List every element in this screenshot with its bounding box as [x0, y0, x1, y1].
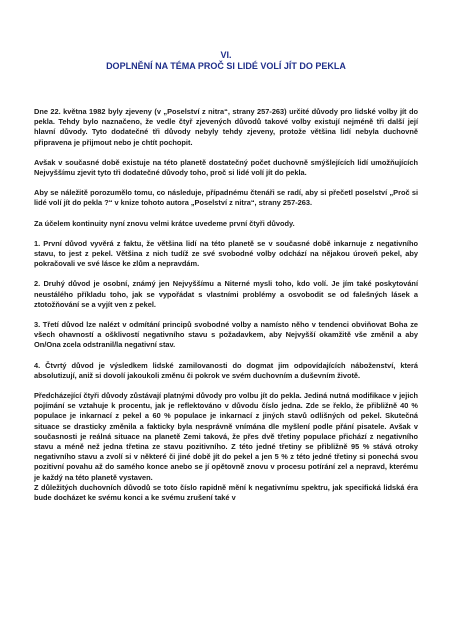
paragraph: Z důležitých duchovních důvodů se toto číslo rapidně mění k negativnímu spektru, jak specifická lidská éra bude docházet ke svému konci a ke svému zrušení také v [34, 482, 418, 503]
paragraph: Dne 22. května 1982 byly zjeveny (v „Poselství z nitra“, strany 257-263) určité důvody pro lidské volby jít do pekla. Tehdy bylo naznačeno, že vedle čtyř zjevených důvodů takové volby existují nejméně tři další její hlavní důvody. Tyto dodatečné tři důvody nebyly tehdy zjeveny, protože většina lidí nebyla duchovně připravena je přijmout nebo je chtít pochopit. [34, 107, 418, 147]
paragraph: Za účelem kontinuity nyní znovu velmi krátce uvedeme první čtyři důvody. [34, 218, 295, 228]
paragraph: 2. Druhý důvod je osobní, známý jen Nejvyššímu a Niterné mysli toho, kdo volí. Je jím také poskytování neustálého příkladu toho, jak se vypořádat s vlastními problémy a osvobodit se od falešných lásek a ztotožňování se a vyjít ven z pekel. [34, 279, 418, 309]
paragraph: 1. První důvod vyvěrá z faktu, že většina lidí na této planetě se v současné době inkarnuje z negativního stavu, to jest z pekel. Většina z nich tudíž ze své svobodné volby odchází na nějakou úroveň pekel, aby pokračovali ve své lásce ke zlům a nepravdám. [34, 238, 418, 269]
paragraph: 3. Třetí důvod lze nalézt v odmítání principů svobodné volby a namísto něho v tendenci obviňovat Boha ze všech ohavností a ošklivostí negativního stavu s požadavkem, aby Nejvyšší okamžitě vše změnil a aby On/Ona zcela odstranil/la negativní stav. [34, 320, 418, 350]
paragraph: Avšak v současné době existuje na této planetě dostatečný počet duchovně smýšlejících lidí umožňujících Nejvyššímu zjevit tyto tři dodatečné důvody toho, proč si lidé volí jít do pekla. [34, 157, 418, 178]
paragraph: Předcházející čtyři důvody zůstávají platnými důvody pro volbu jít do pekla. Jediná nutná modifikace v jejich pojímání se vztahuje k procentu, jak je reflektováno v důvodu číslo jedna. Zde se řeklo, že přibližně 40 % populace je inkarnací z pekel a 60 % populace je inkarnací z jiných stavů odlišných od pekel. Skutečná situace se drasticky změnila a fakticky byla nesprávně vnímána dle myšlení podle přání pisatele. Avšak v současnosti je reálná situace na planetě Zemi taková, že přes dvě třetiny populace přichází z negativního stavu a méně než jedna třetina ze stavu pozitivního. Z této jedné třetiny se přibližně 95 % stává otroky negativního stavu a zvolí si v některé či jiné době jít do pekel a jen 5 % z této jedné třetiny si ponechá svou pozitivní povahu až do samého konce anebo se jí opětovně znovu v procesu potírání zel a nepravd, kterému je každý na této planetě vystaven. [34, 391, 418, 482]
paragraph: Aby se náležitě porozumělo tomu, co následuje, případnému čtenáři se radí, aby si přečetl poselství „Proč si lidé volí jít do pekla ?“ v knize tohoto autora „Poselství z nitra“, strany 257-263. [34, 188, 418, 208]
chapter-title: DOPLNĚNÍ NA TÉMA PROČ SI LIDÉ VOLÍ JÍT DO PEKLA [106, 61, 346, 71]
paragraph: 4. Čtvrtý důvod je výsledkem lidské zamilovanosti do dogmat jim odpovídajících náboženství, která absolutizují, aniž si dovolí jakoukoli změnu či pokrok ve svém duchovním a duševním životě. [34, 360, 418, 380]
chapter-number: VI. [220, 50, 232, 60]
